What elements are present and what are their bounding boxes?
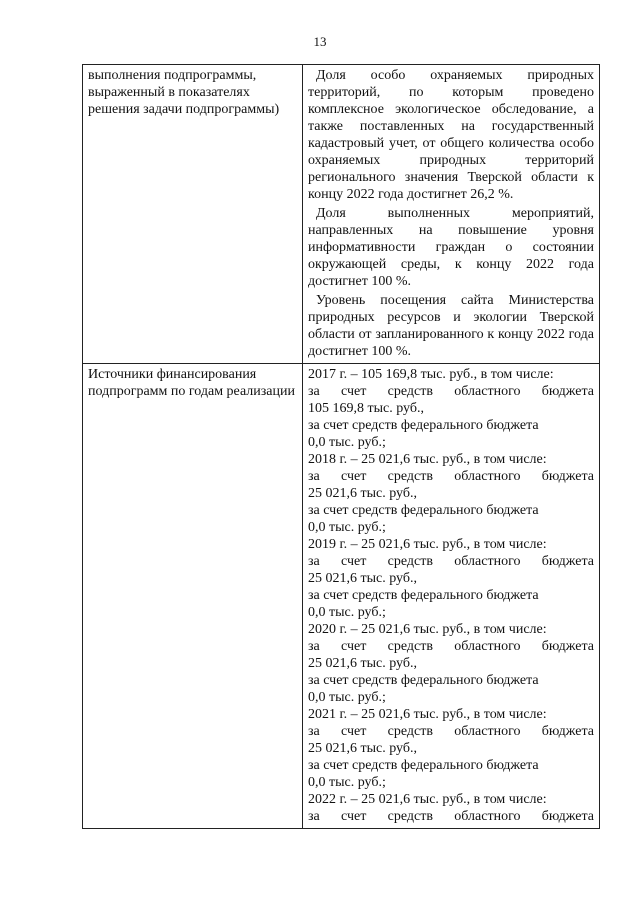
row-label: Источники финансирования подпрограмм по годам реализации (83, 364, 303, 829)
financing-content (303, 364, 600, 829)
federal-budget-line: за счет средств федерального бюджета (308, 758, 539, 773)
regional-budget-line: за счет средств областного бюджета (308, 809, 594, 824)
federal-budget-line: за счет средств федерального бюджета (308, 673, 539, 688)
federal-budget-line: за счет средств федерального бюджета (308, 503, 539, 518)
indicator-paragraph: Доля выполненных мероприятий, направленных на повышение уровня информативности граждан о состоянии окружающей среды, к концу 2022 года достигнет 100 %. (308, 206, 594, 289)
federal-budget-line: за счет средств федерального бюджета (308, 418, 539, 433)
page-number: 13 (313, 34, 327, 49)
year-total-line: 2020 г. – 25 021,6 тыс. руб., в том числе: (308, 622, 547, 637)
row-content (303, 65, 600, 364)
amount-line: 25 021,6 тыс. руб., (308, 741, 417, 756)
regional-budget-line: за счет средств областного бюджета (308, 639, 594, 654)
row-label: выполнения подпрограммы, выраженный в показателях решения задачи подпрограммы) (83, 65, 303, 364)
amount-line: 0,0 тыс. руб.; (308, 690, 386, 705)
amount-line: 105 169,8 тыс. руб., (308, 401, 424, 416)
regional-budget-line: за счет средств областного бюджета (308, 724, 594, 739)
table-row-expected-results (83, 65, 600, 364)
regional-budget-line: за счет средств областного бюджета (308, 469, 594, 484)
amount-line: 0,0 тыс. руб.; (308, 520, 386, 535)
amount-line: 25 021,6 тыс. руб., (308, 656, 417, 671)
year-total-line: 2022 г. – 25 021,6 тыс. руб., в том числе: (308, 792, 547, 807)
amount-line: 25 021,6 тыс. руб., (308, 571, 417, 586)
indicator-paragraph: Уровень посещения сайта Министерства природных ресурсов и экологии Тверской области от запланированного к концу 2022 года достигнет 100 %. (308, 293, 594, 359)
amount-line: 0,0 тыс. руб.; (308, 435, 386, 450)
amount-line: 0,0 тыс. руб.; (308, 775, 386, 790)
amount-line: 25 021,6 тыс. руб., (308, 486, 417, 501)
regional-budget-line: за счет средств областного бюджета (308, 384, 594, 399)
table-row-financing (83, 364, 600, 829)
year-total-line: 2021 г. – 25 021,6 тыс. руб., в том числе: (308, 707, 547, 722)
amount-line: 0,0 тыс. руб.; (308, 605, 386, 620)
year-total-line: 2019 г. – 25 021,6 тыс. руб., в том числе: (308, 537, 547, 552)
federal-budget-line: за счет средств федерального бюджета (308, 588, 539, 603)
indicator-paragraph: Доля особо охраняемых природных территорий, по которым проведено комплексное экологическое обследование, а также поставленных на государственный кадастровый учет, от общего количества особо охраняемых природных территорий регионального значения Тверской области к концу 2022 года достигнет 26,2 %. (308, 68, 594, 202)
year-total-line: 2017 г. – 105 169,8 тыс. руб., в том числе: (308, 367, 554, 382)
passport-table (82, 64, 600, 829)
year-total-line: 2018 г. – 25 021,6 тыс. руб., в том числе: (308, 452, 547, 467)
regional-budget-line: за счет средств областного бюджета (308, 554, 594, 569)
